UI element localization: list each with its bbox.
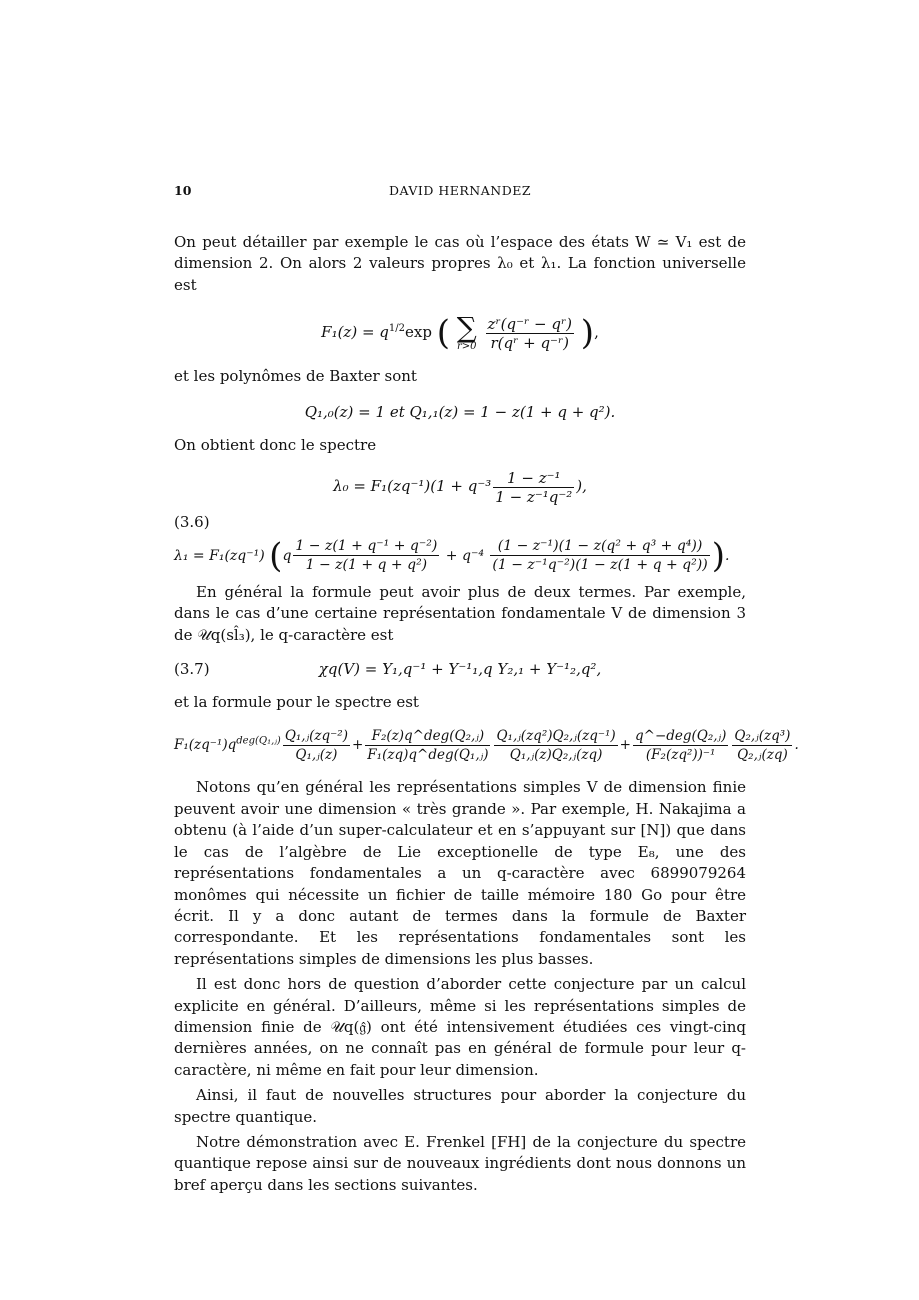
equation-lambda0: λ₀ = F₁(zq⁻¹)(1 + q⁻³ $\frac{\text{1 − z⁻¹}}{\text{1 − z⁻¹q⁻²}}$ ), — [333, 468, 587, 506]
equation-3-7-label: (3.7) — [174, 660, 210, 679]
equation-3-6-label: (3.6) — [174, 513, 210, 532]
equation-q-character: χq(V) = Y₁,q⁻¹ + Y⁻¹₁,q Y₂,₁ + Y⁻¹₂,q², — [318, 660, 602, 679]
paragraph-7: Il est donc hors de question d’aborder cette conjecture par un calcul explicite en général. D’ailleurs, même si les représentations simples de dimension finie de 𝒰q(𝔤̂) ont été intensivement étudiées ces vingt-cinq dernières années, on ne connaît pas en général de formule pour leur q-caractère, ni même en fait pour leur dimension. — [174, 975, 746, 1079]
body-text — [174, 232, 799, 1196]
paragraph-1: On peut détailler par exemple le cas où l’espace des états W ≃ V₁ est de dimension 2. On alors 2 valeurs propres λ₀ et λ₁. La fonction universelle est — [174, 233, 746, 294]
equation-3-7 — [174, 656, 746, 682]
paragraph-5: et la formule pour le spectre est — [174, 693, 419, 712]
paragraph-4: En général la formule peut avoir plus de deux termes. Par exemple, dans le cas d’une certaine représentation fondamentale V de dimension 3 de 𝒰q(sl̂₃), le q-caractère est — [174, 582, 746, 644]
page-number: 10 — [174, 183, 192, 198]
equation-spectrum-formula: $F_1(zq^{-1})q^{deg(Q_1,ⱼ)}$ $\frac{\text{Q₁,ⱼ(zq⁻²)}}{\text{Q₁,ⱼ(z)}}$ + $\frac{\text{F₂(z)q\textasciicircum{}deg(Q₂,ⱼ)}}{\text{F₁(zq)q\textasciicircum{}deg(Q₁,ⱼ)}}$ $\frac{\text{Q₁,ⱼ(zq²)Q₂,ⱼ(zq⁻¹)}}{\text{Q₁,ⱼ(z)Q₂,ⱼ(zq)}}$ + $\frac{\text{q\textasciicircum{}−deg(Q₂,ⱼ)}}{\text{(F₂(zq²))⁻¹}}$ $\frac{\text{Q₂,ⱼ(zq³)}}{\text{Q₂,ⱼ(zq)}}$ . — [174, 728, 799, 764]
paragraph-9: Notre démonstration avec E. Frenkel [FH] de la conjecture du spectre quantique repose ainsi sur de nouveaux ingrédients dont nous donnons un bref aperçu dans les sections suivantes. — [174, 1132, 746, 1194]
paragraph-6: Notons qu’en général les représentations simples V de dimension finie peuvent avoir une dimension « très grande ». Par exemple, H. Nakajima a obtenu (à l’aide d’un super-calculateur et en s’appuyant sur [N]) que dans le cas de l’algèbre de Lie exceptionelle de type E₈, une des représentations fondamentales a un q-caractère avec 6899079264 monômes qui nécessite un fichier de taille mémoire 180 Go pour être écrit. Il y a donc autant de termes dans la formule de Baxter correspondante. Et les représentations fondamentales sont les représentations simples de dimensions les plus basses. — [174, 778, 746, 968]
equation-lambda1: λ₁ = F₁(zq⁻¹) (q $\frac{\text{1 − z(1 + q⁻¹ + q⁻²)}}{\text{1 − z(1 + q + q²)}}$ + q⁻⁴ $\frac{\text{(1 − z⁻¹)(1 − z(q² + q³ + q⁴))}}{\text{(1 − z⁻¹q⁻²)(1 − z(1 + q + q²))}}$ ). — [174, 535, 730, 576]
equation-baxter-polynomials: Q₁,₀(z) = 1 et Q₁,₁(z) = 1 − z(1 + q + q²). — [304, 402, 616, 421]
paragraph-8: Ainsi, il faut de nouvelles structures pour aborder la conjecture du spectre quantique. — [174, 1086, 746, 1126]
running-title: DAVID HERNANDEZ — [388, 183, 532, 198]
paragraph-2: et les polynômes de Baxter sont — [174, 367, 417, 386]
paragraph-3: On obtient donc le spectre — [174, 436, 377, 455]
equation-universal-function: $F_1(z) = q^{1/2}\exp$ ( ∑ r>0 $\frac{\text{zʳ(q⁻ʳ − qʳ)}}{\text{r(qʳ + q⁻ʳ)}}$ ), — [321, 311, 599, 354]
running-header — [174, 183, 746, 201]
